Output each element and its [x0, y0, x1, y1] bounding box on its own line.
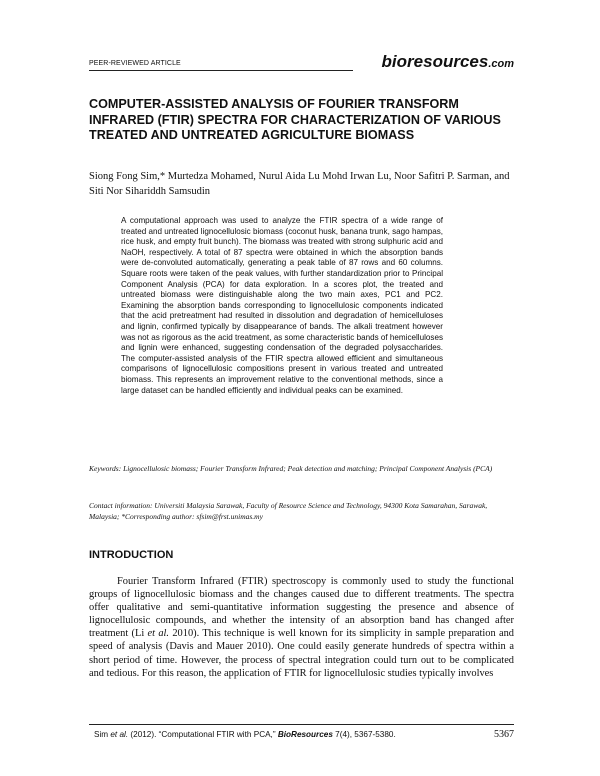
- cite-middle: (2012). “Computational FTIR with PCA,”: [128, 730, 278, 739]
- intro-text-part-2: 2010). This technique is well known for its simplicity in sample preparation and speed of analysis (Davis and Mauer 2010). One could easily generate hundreds of spectra within a short period of time. However, the process of spectral integration could turn out to be complicated and tedious. For this reason, the application of FTIR for lignocellulosic studies typically involves: [89, 628, 515, 679]
- author-list: Siong Fong Sim,* Murtedza Mohamed, Nurul Aida Lu Mohd Irwan Lu, Noor Safitri P. Sarman, and Siti Nor Sihariddh Samsudin: [89, 171, 510, 197]
- et-al: et al.: [147, 628, 170, 640]
- abstract: A computational approach was used to analyze the FTIR spectra of a wide range of treated and untreated lignocellulosic biomass (coconut husk, banana trunk, sago hampas, rice husk, and empty fruit bunch). The biomass was treated with strong sulphuric acid and NaOH, respectively. A total of 87 spectra were obtained in which the absorption bands were de-convoluted automatically, generating a peak table of 87 rows and 60 columns. Square roots were taken of the peak values, with further standardization prior to Principal Component Analysis (PCA) for data exploration. In a scores plot, the treated and untreated biomass were distinguishable along the two main axes, PC1 and PC2. Examining the absorption bands corresponding to lignocellulosic components indicated that the acid pretreatment had resulted in dissolution and degradation of hemicelluloses and lignin, confirmed typically by disappearance of bands. The alkali treatment however was not as rigorous as the acid treatment, as some characteristic bands of hemicelluloses and lignin were enhanced, suggesting condensation of the degraded polysaccharides. The computer-assisted analysis of the FTIR spectra allowed efficient and simultaneous comparisons of lignocellulosic compositions present in various treated and untreated biomass. This represents an improvement relative to the conventional methods, since a large dataset can be handled efficiently and individual peaks can be examined.: [121, 216, 443, 395]
- page-header: [89, 52, 514, 72]
- intro-text-part-1: Fourier Transform Infrared (FTIR) spectroscopy is commonly used to study the functional groups of lignocellulosic biomass and the changes caused due to different treatments. The spectra offer qualitative and semi-quantitative information suggesting the presence and absence of lignocellulosic compounds, and whether the intensity of an absorption band has changed after treatment (Li: [89, 576, 514, 640]
- header-rule: [89, 70, 353, 71]
- cite-tail: 7(4), 5367-5380.: [332, 730, 396, 739]
- journal-section-label: PEER-REVIEWED ARTICLE: [89, 60, 181, 67]
- page-number: 5367: [494, 729, 514, 740]
- brand-name: bioresources: [381, 52, 489, 71]
- cite-et-al: et al.: [110, 730, 129, 739]
- journal-brand: [382, 52, 514, 72]
- introduction-paragraph: [89, 575, 514, 680]
- article-title: COMPUTER-ASSISTED ANALYSIS OF FOURIER TRANSFORM INFRARED (FTIR) SPECTRA FOR CHARACTERIZATION OF VARIOUS TREATED AND UNTREATED AGRICULTURE BIOMASS: [89, 97, 501, 142]
- cite-journal: BioResources: [277, 730, 333, 739]
- cite-authors: Sim: [94, 730, 111, 739]
- introduction-heading: INTRODUCTION: [89, 549, 174, 561]
- keywords: Keywords: Lignocellulosic biomass; Fourier Transform Infrared; Peak detection and matching; Principal Component Analysis (PCA): [89, 464, 493, 473]
- contact-information: Contact information: Universiti Malaysia Sarawak, Faculty of Resource Science and Technology, 94300 Kota Samarahan, Sarawak, Malaysia; *Corresponding author: sfsim@frst.unimas.my: [89, 501, 488, 521]
- footer-rule: [89, 724, 514, 725]
- footer-citation: [94, 730, 396, 739]
- brand-suffix: .com: [488, 58, 514, 70]
